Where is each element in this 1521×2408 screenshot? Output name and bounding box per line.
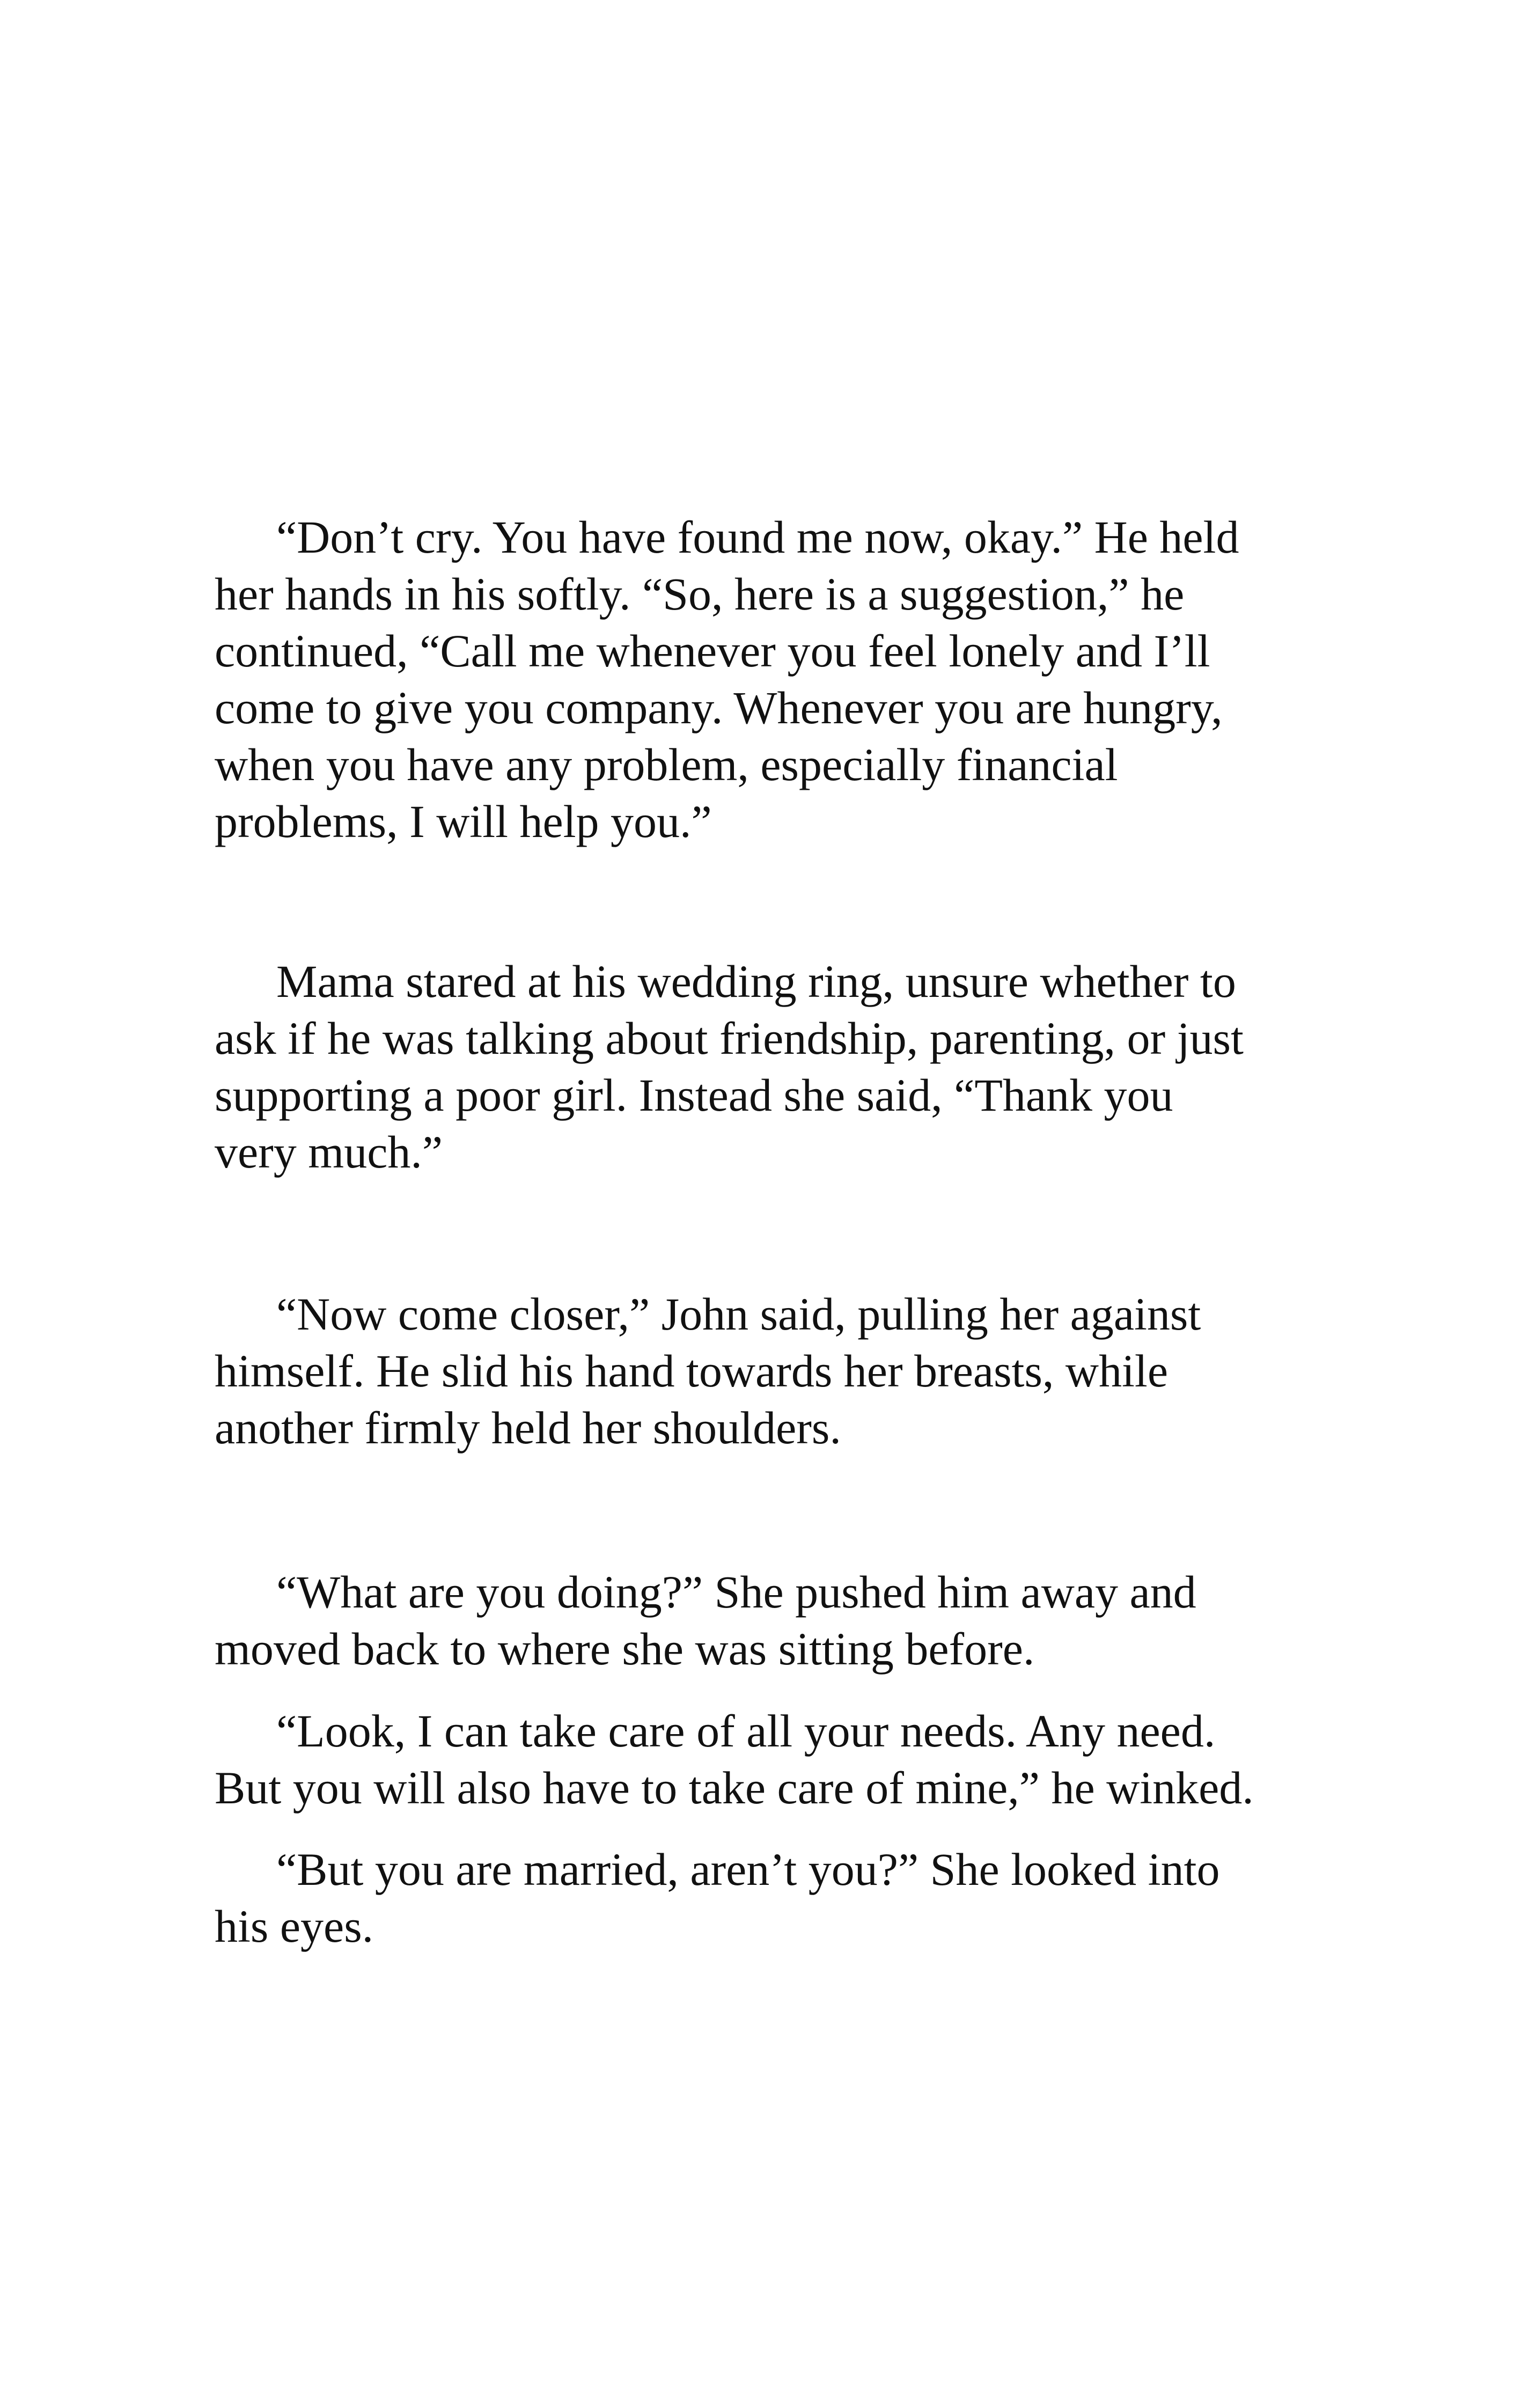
paragraph-line: But you will also have to take care of mine,” he winked. xyxy=(215,1762,1254,1814)
paragraph-5 xyxy=(215,1702,1331,1816)
paragraph-line: come to give you company. Whenever you are hungry, xyxy=(215,682,1223,733)
paragraph-line: “Don’t cry. You have found me now, okay.” He held xyxy=(276,511,1239,563)
paragraph-line: another firmly held her shoulders. xyxy=(215,1402,841,1453)
paragraph-4 xyxy=(215,1563,1331,1677)
paragraph-line: “But you are married, aren’t you?” She looked into xyxy=(276,1844,1220,1895)
paragraph-line: Mama stared at his wedding ring, unsure whether to xyxy=(276,956,1236,1007)
paragraph-line: her hands in his softly. “So, here is a suggestion,” he xyxy=(215,568,1185,620)
paragraph-line: problems, I will help you.” xyxy=(215,796,712,847)
paragraph-2 xyxy=(215,953,1331,1180)
paragraph-line: supporting a poor girl. Instead she said, “Thank you xyxy=(215,1069,1173,1121)
paragraph-3 xyxy=(215,1286,1331,1456)
paragraph-line: “Look, I can take care of all your needs. Any need. xyxy=(276,1705,1216,1757)
paragraph-line: when you have any problem, especially financial xyxy=(215,739,1118,790)
paragraph-1 xyxy=(215,509,1331,850)
paragraph-line: himself. He slid his hand towards her breasts, while xyxy=(215,1345,1168,1397)
paragraph-line: continued, “Call me whenever you feel lonely and I’ll xyxy=(215,625,1210,677)
paragraph-line: “What are you doing?” She pushed him away and xyxy=(276,1566,1196,1618)
paragraph-6 xyxy=(215,1841,1331,1955)
paragraph-line: his eyes. xyxy=(215,1900,374,1952)
paragraph-line: ask if he was talking about friendship, parenting, or just xyxy=(215,1012,1244,1064)
paragraph-line: very much.” xyxy=(215,1126,443,1178)
paragraph-line: moved back to where she was sitting before. xyxy=(215,1623,1035,1675)
paragraph-line: “Now come closer,” John said, pulling her against xyxy=(276,1288,1201,1340)
